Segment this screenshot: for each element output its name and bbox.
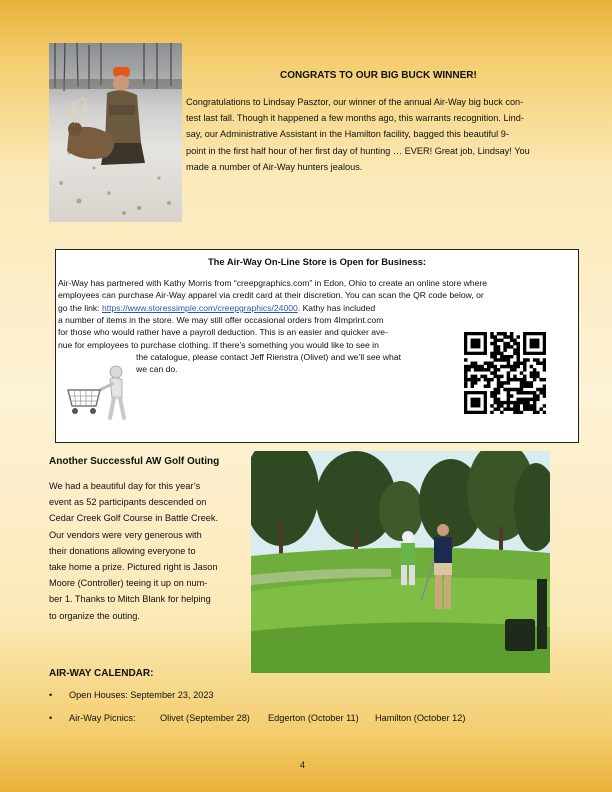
store-link[interactable]: https://www.storessimple.com/creepgraphics/24000 bbox=[101, 302, 298, 313]
page-number: 4 bbox=[300, 760, 306, 770]
store-link-prefix: go the link: bbox=[58, 302, 102, 313]
calendar-heading: AIR-WAY CALENDAR: bbox=[49, 668, 154, 679]
bullet: • bbox=[49, 713, 53, 723]
calendar-item-text: Open Houses: September 23, 2023 bbox=[69, 690, 214, 700]
store-link-line bbox=[58, 302, 576, 314]
store-line: employees can purchase Air-Way apparel via credit card at their discretion. You can scan the QR code below, or bbox=[58, 290, 484, 301]
buck-paragraph bbox=[186, 94, 570, 175]
golf-line: We had a beautiful day for this year’s bbox=[49, 481, 201, 491]
calendar-item-label: Air-Way Picnics: bbox=[69, 713, 136, 723]
golf-line: Cedar Creek Golf Course in Battle Creek. bbox=[49, 513, 219, 524]
buck-line: Congratulations to Lindsay Pasztor, our winner of the annual Air-Way big buck con- bbox=[186, 97, 524, 107]
golf-line: event as 52 participants descended on bbox=[49, 497, 207, 508]
golf-line: take home a prize. Pictured right is Jason bbox=[49, 562, 218, 573]
store-line: nue for employees to purchase clothing. If there’s something you would like to see in bbox=[58, 339, 379, 350]
store-paragraph-bottom bbox=[136, 351, 454, 376]
store-line: we can do. bbox=[136, 364, 178, 375]
store-line: for those who would rather have a payroll deduction. This is an easier and quicker ave- bbox=[58, 327, 388, 338]
golf-line: to organize the outing. bbox=[49, 610, 140, 621]
buck-line: test last fall. Though it happened a few months ago, this warrants recognition. Lind- bbox=[186, 113, 524, 124]
calendar-item-picnics bbox=[49, 713, 465, 723]
golf-photo bbox=[251, 451, 550, 673]
store-line: the catalogue, please contact Jeff Rienstra (Olivet) and we’ll see what bbox=[136, 352, 401, 362]
store-paragraph-mid bbox=[58, 314, 454, 351]
golf-line: Moore (Controller) teeing it up on num- bbox=[49, 578, 208, 589]
picnic-hamilton: Hamilton (October 12) bbox=[375, 713, 466, 723]
golf-paragraph bbox=[49, 478, 245, 624]
store-line: Air-Way has partnered with Kathy Morris from “creepgraphics.com” in Edon, Ohio to create an online store where bbox=[58, 278, 488, 288]
store-announcement-box bbox=[55, 249, 579, 443]
calendar-item-open-houses bbox=[49, 690, 214, 700]
bullet: • bbox=[49, 690, 53, 700]
store-link-suffix: . Kathy has included bbox=[297, 302, 376, 313]
buck-heading: CONGRATS TO OUR BIG BUCK WINNER! bbox=[280, 70, 477, 81]
qr-code-icon[interactable] bbox=[464, 332, 546, 414]
store-heading: The Air-Way On-Line Store is Open for Business: bbox=[207, 256, 427, 267]
picnic-edgerton: Edgerton (October 11) bbox=[268, 713, 359, 723]
shopping-cart-icon bbox=[64, 362, 134, 422]
buck-line: made a number of Air-Way hunters jealous. bbox=[186, 161, 363, 172]
store-line: a number of items in the store. We may still offer occasional orders from 4Imprint.com bbox=[58, 315, 384, 325]
golf-heading: Another Successful AW Golf Outing bbox=[49, 456, 220, 467]
golf-line: Our vendors were very generous with bbox=[49, 529, 202, 540]
picnic-olivet: Olivet (September 28) bbox=[160, 713, 250, 723]
golf-line: ber 1. Thanks to Mitch Blank for helping bbox=[49, 594, 211, 605]
buck-line: say, our Administrative Assistant in the Hamilton facility, bagged this beautiful 9- bbox=[186, 129, 509, 140]
store-paragraph-top bbox=[58, 277, 576, 314]
hunter-photo bbox=[49, 43, 182, 222]
buck-line: point in the first half hour of her first day of hunting … EVER! Great job, Lindsay! You bbox=[186, 145, 530, 156]
golf-line: their donations allowing everyone to bbox=[49, 545, 196, 556]
